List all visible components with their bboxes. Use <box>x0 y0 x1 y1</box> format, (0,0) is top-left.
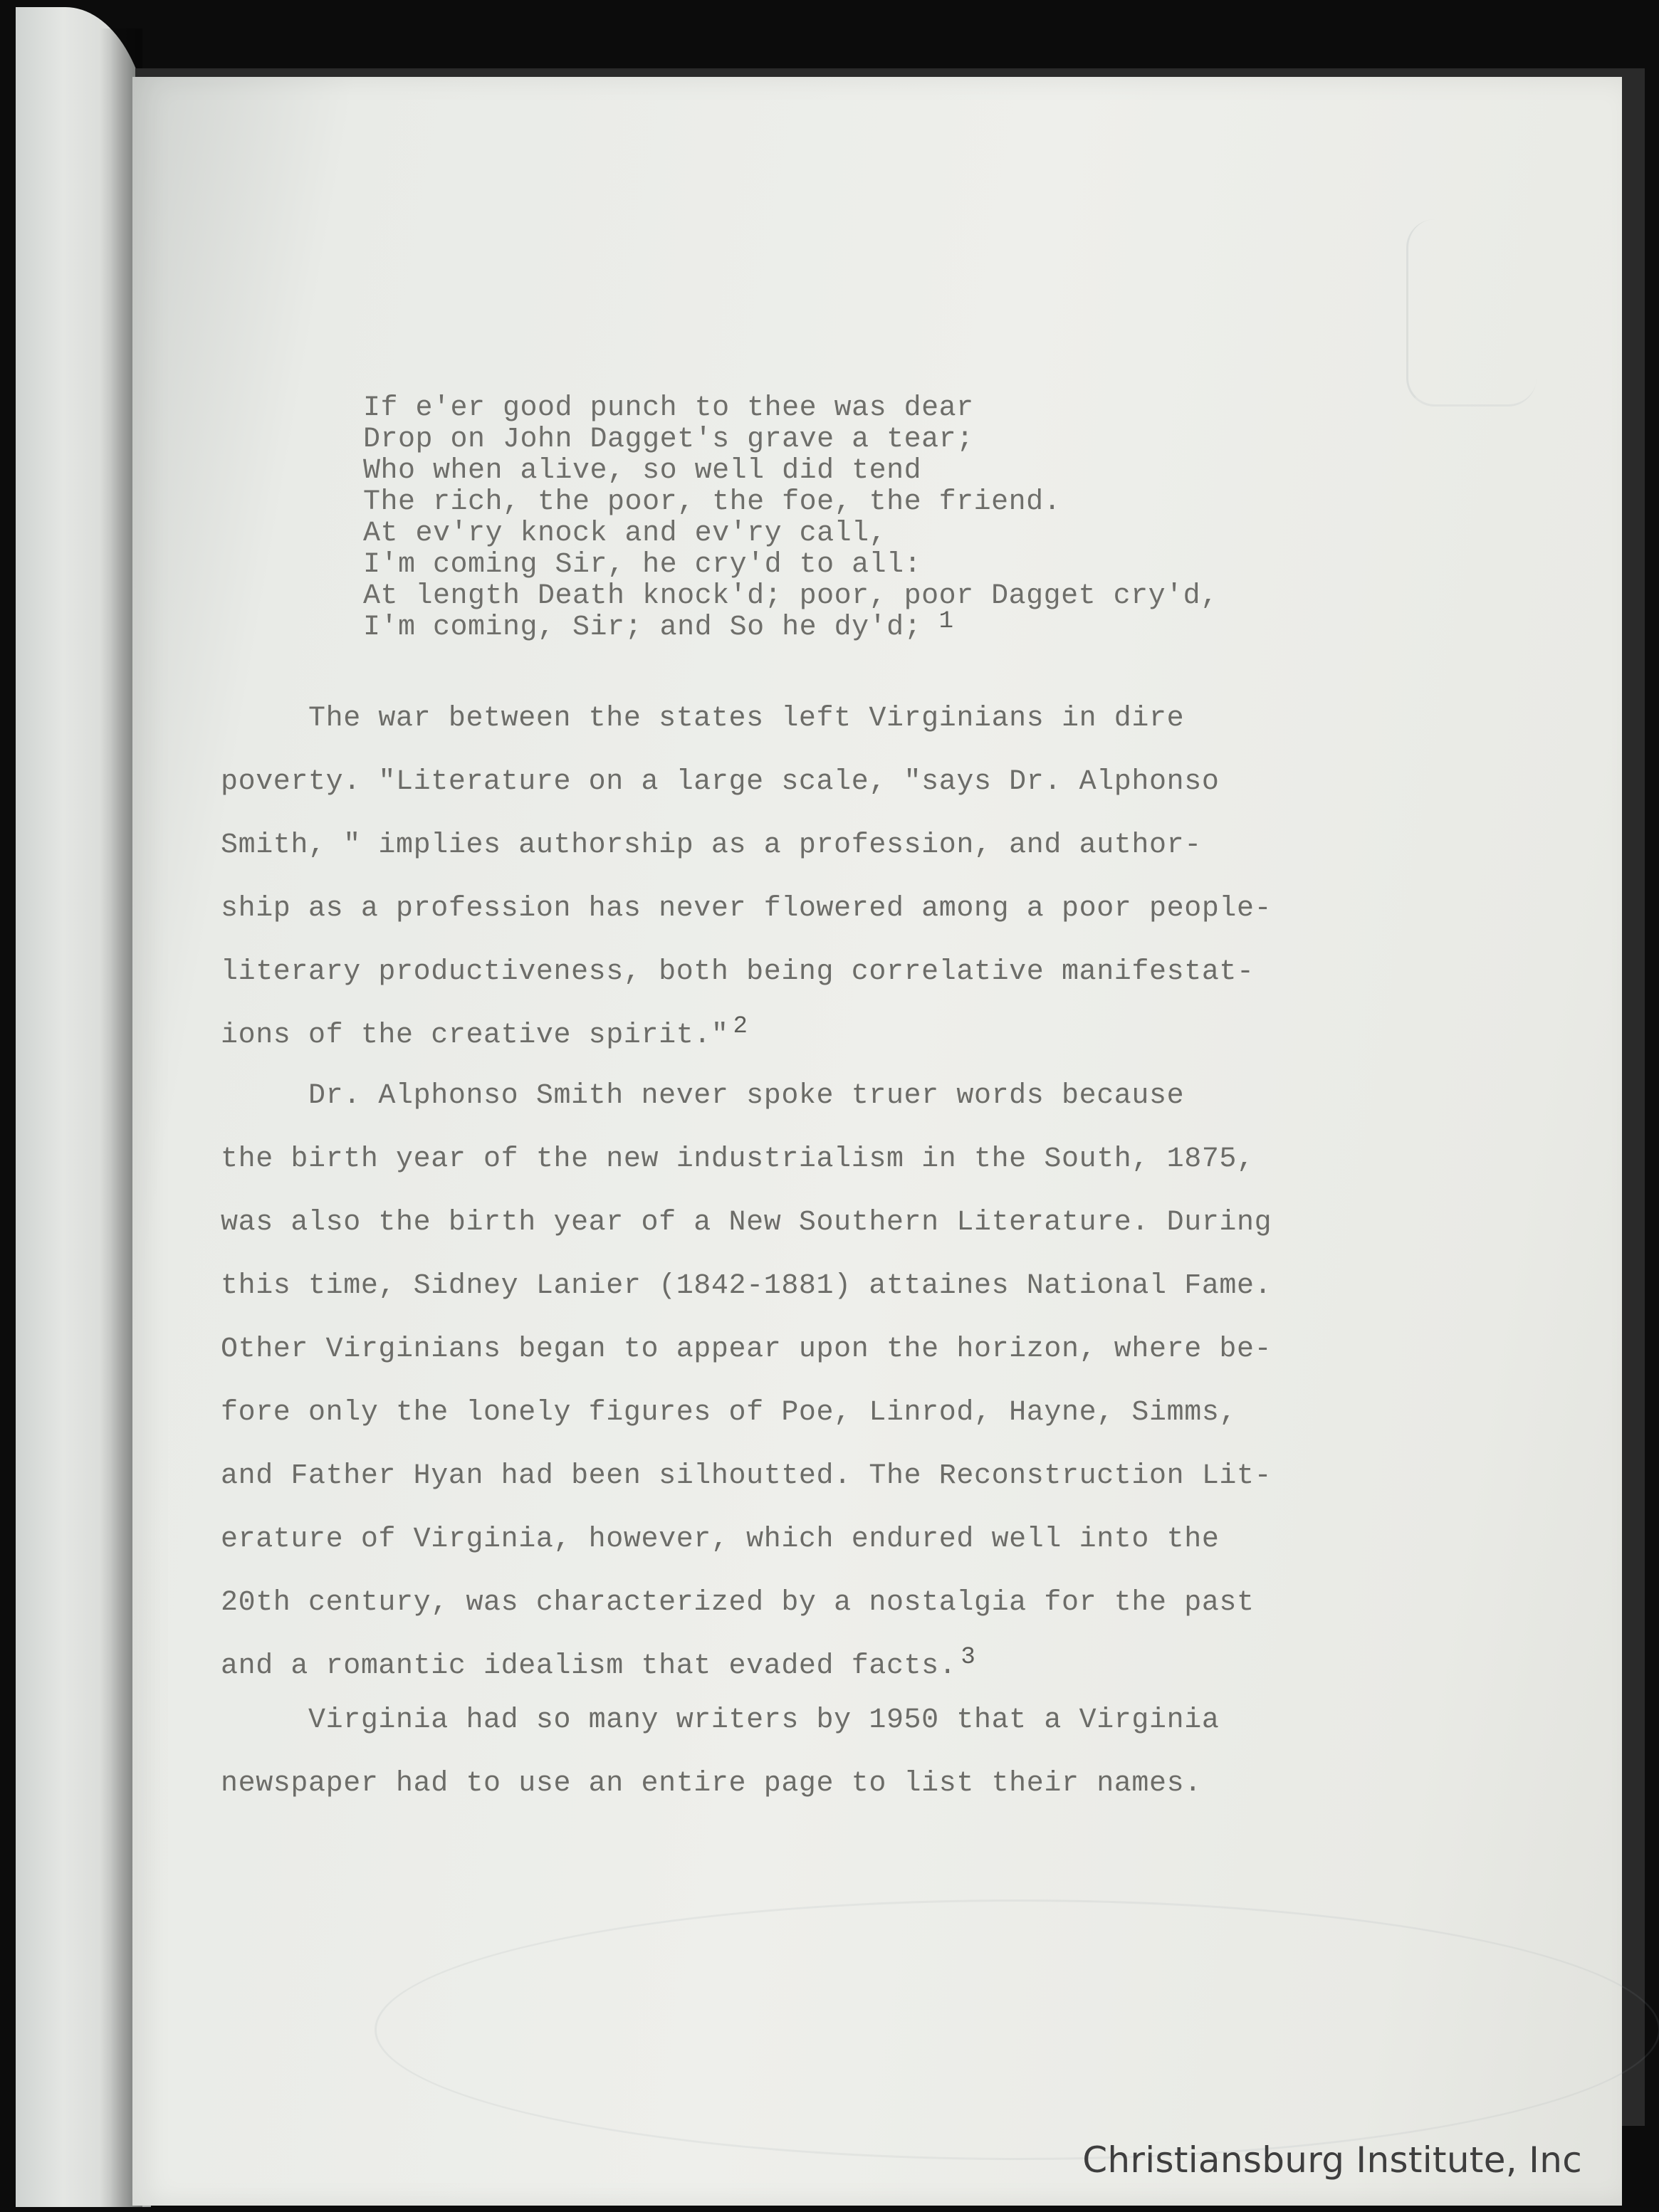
paragraph-line-text: and a romantic idealism that evaded facts. <box>221 1650 957 1682</box>
paragraph-line: was also the birth year of a New Southern Literature. During <box>221 1207 1272 1239</box>
poem-line: If e'er good punch to thee was dear <box>363 392 974 424</box>
paragraph-line: newspaper had to use an entire page to list their names. <box>221 1768 1202 1800</box>
paragraph-line: Virginia had so many writers by 1950 that a Virginia <box>221 1704 1220 1736</box>
paragraph-line: Smith, " implies authorship as a profession, and author- <box>221 829 1202 861</box>
poem-line <box>363 608 1218 644</box>
paragraph-line: literary productiveness, both being correlative manifestat- <box>221 956 1255 988</box>
faint-show-through-mark <box>1406 219 1537 407</box>
poem-line: I'm coming Sir, he cry'd to all: <box>363 549 922 581</box>
paragraph-alphonso-smith <box>221 1064 1388 1698</box>
poem-line: At length Death knock'd; poor, poor Dagget cry'd, <box>363 580 1218 612</box>
footnote-marker-2: 2 <box>733 1013 748 1040</box>
poem-line: At ev'ry knock and ev'ry call, <box>363 518 887 550</box>
paragraph-war-between-states <box>221 687 1388 1067</box>
paragraph-line: 20th century, was characterized by a nostalgia for the past <box>221 1587 1255 1619</box>
paragraph-line: and Father Hyan had been silhoutted. The Reconstruction Lit- <box>221 1460 1272 1492</box>
paragraph-line: Dr. Alphonso Smith never spoke truer words because <box>221 1080 1185 1112</box>
paragraph-line: poverty. "Literature on a large scale, "says Dr. Alphonso <box>221 766 1220 798</box>
paragraph-line: The war between the states left Virginians in dire <box>221 703 1185 735</box>
paragraph-line: the birth year of the new industrialism in the South, 1875, <box>221 1143 1255 1175</box>
poem-line-text: I'm coming, Sir; and So he dy'd; <box>363 612 922 644</box>
paragraph-line: this time, Sidney Lanier (1842-1881) attaines National Fame. <box>221 1270 1272 1302</box>
poem-line: Drop on John Dagget's grave a tear; <box>363 424 974 456</box>
footnote-marker-3: 3 <box>961 1644 976 1671</box>
archive-watermark: Christiansburg Institute, Inc <box>1082 2139 1582 2181</box>
paragraph-line: erature of Virginia, however, which endured well into the <box>221 1524 1220 1556</box>
poem-line: Who when alive, so well did tend <box>363 455 922 487</box>
paragraph-line: Other Virginians began to appear upon the horizon, where be- <box>221 1333 1272 1366</box>
paragraph-line: fore only the lonely figures of Poe, Linrod, Hayne, Simms, <box>221 1397 1237 1429</box>
paragraph-line: ship as a profession has never flowered among a poor people- <box>221 893 1272 925</box>
footnote-marker-1: 1 <box>938 608 954 635</box>
paragraph-line-text: ions of the creative spirit." <box>221 1019 729 1052</box>
faint-show-through-oval <box>375 1899 1659 2160</box>
epitaph-poem <box>363 393 1218 644</box>
paragraph-virginia-writers <box>221 1689 1388 1815</box>
paragraph-line-last <box>221 1004 1388 1067</box>
poem-line: The rich, the poor, the foe, the friend. <box>363 486 1062 518</box>
